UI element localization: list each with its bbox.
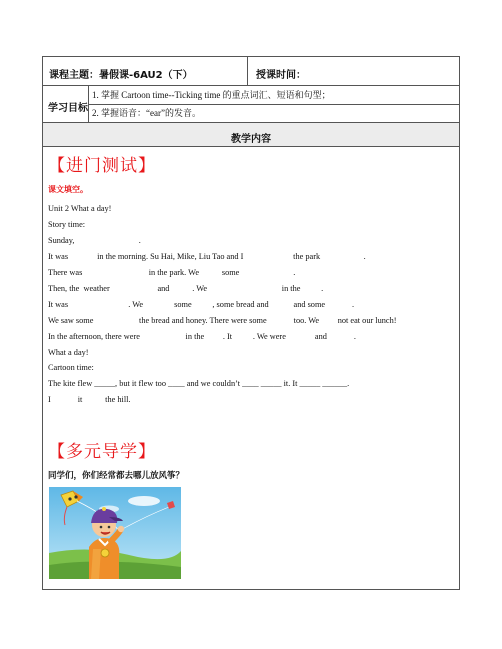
text-line: Cartoon time: xyxy=(48,363,94,372)
content-header-row xyxy=(43,123,459,147)
content-body xyxy=(43,147,459,589)
text-line: Unit 2 What a day! xyxy=(48,204,112,213)
text-line: What a day! xyxy=(48,348,89,357)
text-line: There was in the park. We some . xyxy=(48,268,296,277)
content-header: 教学内容 xyxy=(231,134,271,145)
text-line: We saw some the bread and honey. There were some too. We not eat our lunch! xyxy=(48,316,397,325)
goals-content-cell xyxy=(89,86,459,122)
kite-cartoon-image xyxy=(49,487,181,579)
goal-item-1: 1. 掌握 Cartoon time--Ticking time 的重点词汇、短语和句型； xyxy=(92,90,331,100)
topic-value: 暑假课-6AU2（下） xyxy=(99,70,193,81)
text-line: I it the hill. xyxy=(48,395,131,404)
text-line: Sunday, . xyxy=(48,236,141,245)
text-line: In the afternoon, there were in the . It . We were and . xyxy=(48,332,356,341)
goals-label-cell xyxy=(43,86,89,122)
kite-question: 同学们，你们经常都去哪儿放风筝？ xyxy=(48,471,185,481)
section-title-entry-test: 【进门测试】 xyxy=(48,156,156,176)
section-subtitle: 课文填空。 xyxy=(48,185,88,194)
topic-row xyxy=(43,57,459,86)
time-label: 授课时间： xyxy=(256,70,306,81)
text-line: The kite flew _____, but it flew too ____ and we couldn’t ____ _____ it. It _____ ______. xyxy=(48,379,350,388)
text-line: Then, the weather and . We in the . xyxy=(48,284,324,293)
goals-row xyxy=(43,86,459,123)
topic-cell xyxy=(43,57,248,85)
text-line: It was in the morning. Su Hai, Mike, Liu Tao and I the park . xyxy=(48,252,366,261)
topic-label: 课程主题： xyxy=(49,70,99,81)
goals-label: 学习目标 xyxy=(48,103,88,114)
section-title-guided-learning: 【多元导学】 xyxy=(48,442,156,462)
text-line: Story time: xyxy=(48,220,86,229)
text-line: It was . We some , some bread and and some . xyxy=(48,300,355,309)
lesson-sheet xyxy=(42,56,460,590)
goal-item-2: 2. 掌握语音：“ear”的发音。 xyxy=(92,108,201,118)
time-cell xyxy=(248,57,459,85)
